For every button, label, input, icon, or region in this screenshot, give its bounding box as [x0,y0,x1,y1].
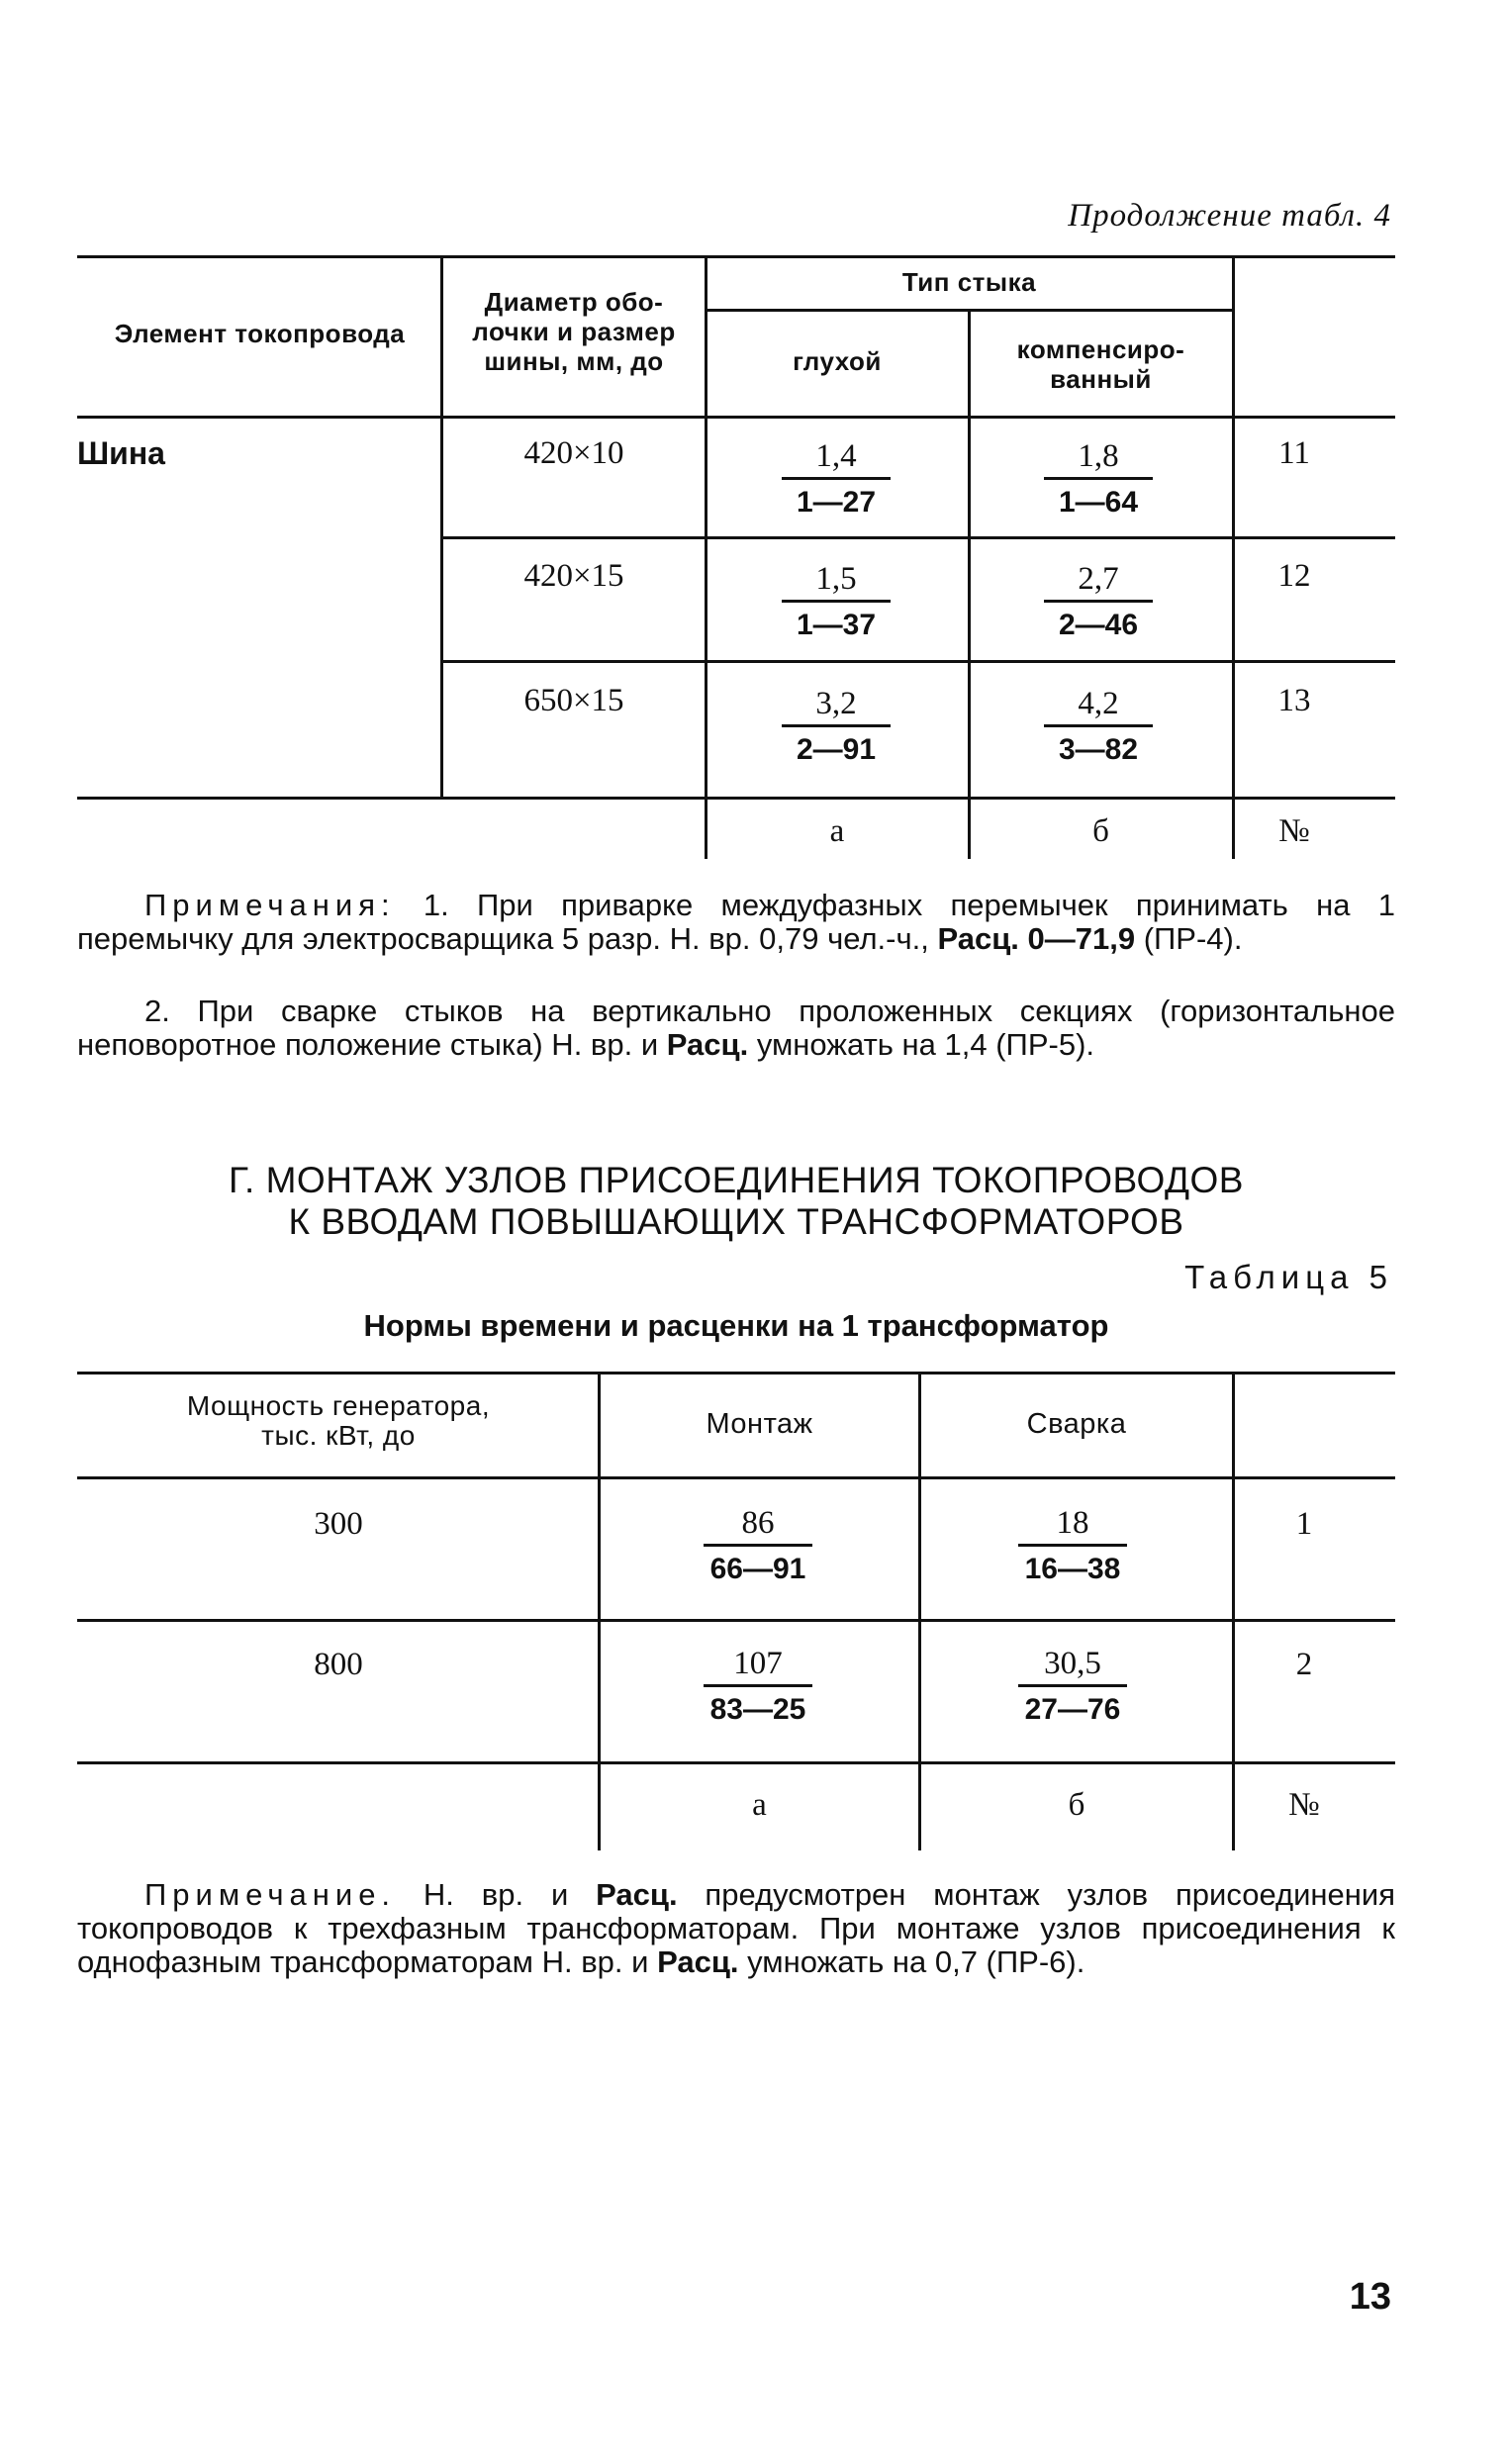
fraction-a: 1,5 1—37 [777,558,895,646]
notes-table-5: Примечание. Н. вр. и Расц. предусмотрен монтаж узлов присоединения токопроводов к трехфазным трансформаторам. При монтаже узлов присоединения к однофазным трансформаторам Н. вр. и Расц. умножать на 0,7 (ПР-6). [77,1877,1395,1979]
table-row-power: 800 [314,1647,363,1682]
fraction-a: 3,2 2—91 [777,683,895,771]
table-row-size: 420×10 [523,435,624,471]
column-label-a: а [829,813,845,849]
table-row-power: 300 [314,1506,363,1542]
header-element: Элемент токопровода [114,319,406,348]
note-label: Примечание. [144,1877,397,1912]
header-mount: Монтаж [706,1408,813,1440]
table-row-size: 420×15 [523,558,624,594]
row-number: 12 [1277,558,1311,594]
column-label-b: б [1068,1787,1085,1823]
fraction-b: 2,7 2—46 [1039,558,1158,646]
fraction-weld: 18 16—38 [1013,1502,1132,1590]
page-number: 13 [1349,2276,1391,2318]
fraction-weld: 30,5 27—76 [1013,1643,1132,1731]
fraction-a: 1,4 1—27 [777,435,895,523]
row-number: 13 [1277,683,1311,718]
column-label-number: № [1278,813,1310,849]
header-power: Мощность генератора, тыс. кВт, до [186,1390,491,1451]
fraction-mount: 107 83—25 [699,1643,817,1731]
row-number: 2 [1295,1647,1313,1682]
row-number: 1 [1295,1506,1313,1542]
column-label-number: № [1288,1787,1320,1823]
notes-table-4: Примечания: 1. При приварке междуфазных перемычек принимать на 1 перемычку для электросварщика 5 разр. Н. вр. 0,79 чел.-ч., Расц. 0—71,9 (ПР-4). [77,888,1395,956]
fraction-b: 4,2 3—82 [1039,683,1158,771]
header-diameter: Диаметр обо- лочки и размер шины, мм, до [472,287,676,376]
element-name: Шина [77,435,165,471]
continuation-label: Продолжение табл. 4 [1068,198,1391,234]
row-number: 11 [1278,435,1310,471]
fraction-mount: 86 66—91 [699,1502,817,1590]
column-label-b: б [1092,813,1109,849]
note-2-table-4: 2. При сварке стыков на вертикально проложенных секциях (горизонтальное неповоротное положение стыка) Н. вр. и Расц. умножать на 1,4 (ПР-5). [77,994,1395,1062]
table-caption: Нормы времени и расценки на 1 трансформатор [363,1308,1109,1343]
notes-label: Примечания: [144,888,396,922]
header-joint-type: Тип стыка [901,267,1037,297]
table-row-size: 650×15 [523,683,624,718]
fraction-b: 1,8 1—64 [1039,435,1158,523]
header-blind: глухой [793,346,882,376]
table-label: Таблица 5 [1184,1259,1393,1295]
header-compensated: компенсиро- ванный [1016,334,1185,394]
section-title: Г. МОНТАЖ УЗЛОВ ПРИСОЕДИНЕНИЯ ТОКОПРОВОДОВ К ВВОДАМ ПОВЫШАЮЩИХ ТРАНСФОРМАТОРОВ [229,1160,1244,1242]
header-weld: Сварка [1026,1408,1127,1440]
column-label-a: а [752,1787,767,1823]
